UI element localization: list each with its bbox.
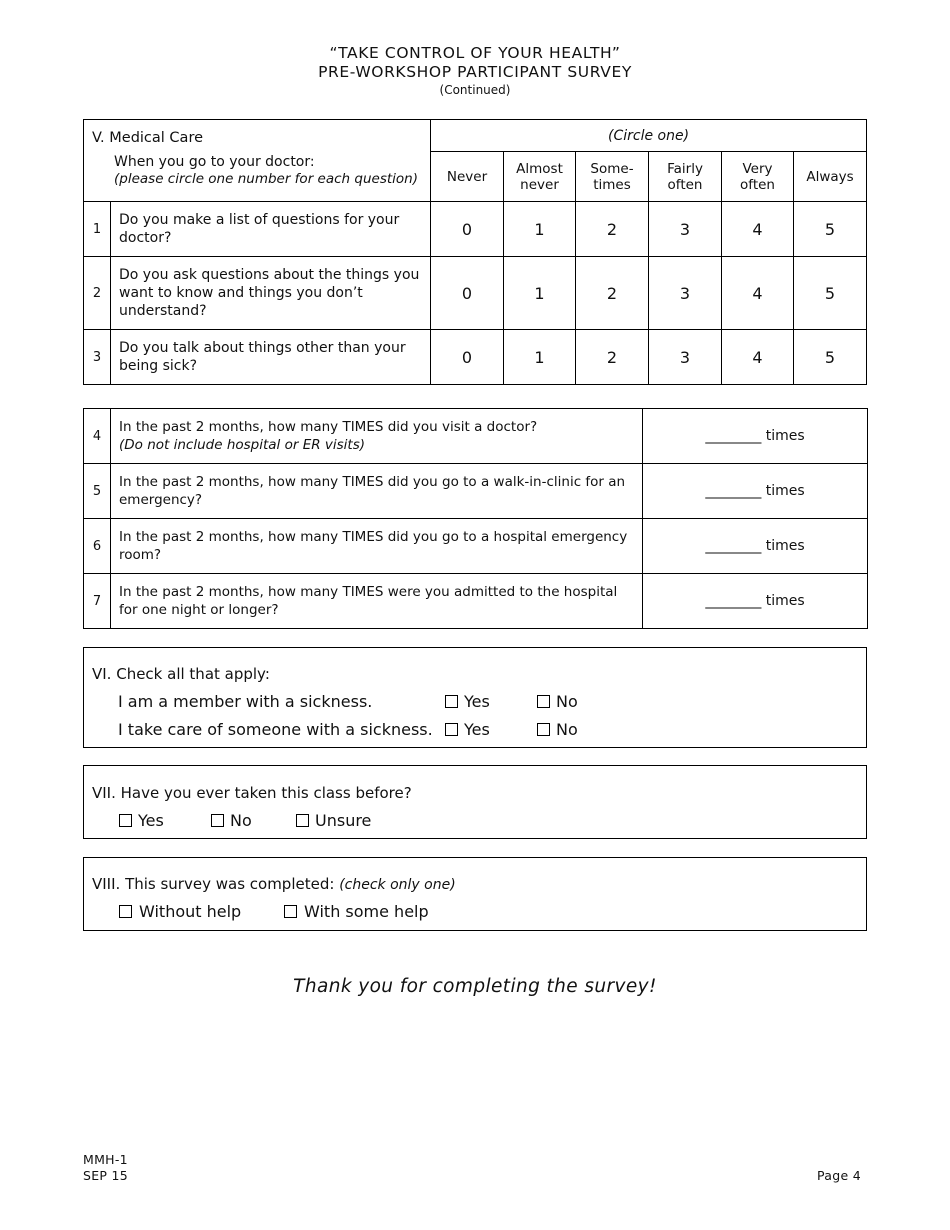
question-text: Do you ask questions about the things you want to know and things you don’t understand? xyxy=(111,257,431,330)
rating-option-2[interactable]: 2 xyxy=(576,202,649,257)
rating-option-5[interactable]: 5 xyxy=(794,202,867,257)
class-before-yes-option[interactable] xyxy=(119,811,164,830)
visit-question-row xyxy=(84,574,868,629)
section-5-heading xyxy=(84,120,431,202)
form-date: SEP 15 xyxy=(83,1168,129,1183)
checkbox-icon[interactable] xyxy=(284,905,297,918)
rating-option-3[interactable]: 3 xyxy=(649,330,722,385)
rating-option-4[interactable]: 4 xyxy=(722,202,794,257)
medical-care-table xyxy=(83,119,867,385)
question-text xyxy=(111,519,643,574)
scale-label-line1: Fairly xyxy=(667,160,703,177)
section-6-item-1-label xyxy=(118,692,372,711)
option-label: Without help xyxy=(139,902,242,921)
scale-header-5 xyxy=(794,152,867,202)
visit-question-main: In the past 2 months, how many TIMES did you go to a walk-in-clinic for an emergency? xyxy=(119,474,626,508)
option-label: No xyxy=(556,720,578,739)
checkbox-icon[interactable] xyxy=(537,723,550,736)
checkbox-icon[interactable] xyxy=(296,814,309,827)
class-before-unsure-option[interactable] xyxy=(296,811,371,830)
checkbox-icon[interactable] xyxy=(537,695,550,708)
question-text xyxy=(111,464,643,519)
page-number: Page 4 xyxy=(817,1168,861,1183)
caregiver-yes-option[interactable] xyxy=(445,720,490,739)
rating-option-0[interactable]: 0 xyxy=(431,257,504,330)
section-5-instruction: (please circle one number for each question) xyxy=(114,171,418,187)
question-number: 2 xyxy=(84,257,111,330)
checkbox-icon[interactable] xyxy=(445,723,458,736)
question-text xyxy=(111,409,643,464)
scale-header-2 xyxy=(576,152,649,202)
rating-option-1[interactable]: 1 xyxy=(504,257,576,330)
times-answer-field[interactable]: ________ times xyxy=(643,574,868,629)
title-line-2: PRE-WORKSHOP PARTICIPANT SURVEY xyxy=(318,63,632,81)
title-line-1: “TAKE CONTROL OF YOUR HEALTH” xyxy=(329,44,621,62)
section-5-subtitle xyxy=(92,154,422,188)
scale-label-line1: Never xyxy=(446,168,488,185)
rating-option-0[interactable]: 0 xyxy=(431,202,504,257)
times-answer-field[interactable]: ________ times xyxy=(643,409,868,464)
rating-option-3[interactable]: 3 xyxy=(649,202,722,257)
rating-option-5[interactable]: 5 xyxy=(794,330,867,385)
rating-option-0[interactable]: 0 xyxy=(431,330,504,385)
scale-header-3 xyxy=(649,152,722,202)
rating-option-2[interactable]: 2 xyxy=(576,257,649,330)
caregiver-text: I take care of someone with a sickness. xyxy=(118,720,433,739)
question-number: 1 xyxy=(84,202,111,257)
section-6-title: VI. Check all that apply: xyxy=(92,665,270,683)
rating-option-5[interactable]: 5 xyxy=(794,257,867,330)
option-label: Unsure xyxy=(315,811,372,830)
checkbox-icon[interactable] xyxy=(445,695,458,708)
member-with-sickness-text: I am a member with a sickness. xyxy=(118,692,373,711)
option-label: No xyxy=(230,811,252,830)
option-label: Yes xyxy=(464,692,490,711)
scale-label-line2: often xyxy=(740,176,775,193)
question-row xyxy=(84,202,867,257)
section-7-box xyxy=(83,765,867,839)
question-text: Do you talk about things other than your being sick? xyxy=(111,330,431,385)
section-6-item-2-label xyxy=(118,720,433,739)
continued-label: (Continued) xyxy=(439,83,511,97)
option-label: Yes xyxy=(138,811,164,830)
question-row xyxy=(84,257,867,330)
member-yes-option[interactable] xyxy=(445,692,490,711)
section-8-title-text: VIII. This survey was completed: xyxy=(92,875,335,893)
scale-header-4 xyxy=(722,152,794,202)
question-number: 4 xyxy=(84,409,111,464)
visit-question-note: (Do not include hospital or ER visits) xyxy=(119,437,366,453)
checkbox-icon[interactable] xyxy=(119,814,132,827)
question-number: 6 xyxy=(84,519,111,574)
class-before-no-option[interactable] xyxy=(211,811,252,830)
scale-label-line1: Very xyxy=(742,160,773,177)
question-text xyxy=(111,574,643,629)
question-number: 3 xyxy=(84,330,111,385)
without-help-option[interactable] xyxy=(119,902,241,921)
times-answer-field[interactable]: ________ times xyxy=(643,464,868,519)
section-6-box xyxy=(83,647,867,748)
question-number: 7 xyxy=(84,574,111,629)
section-8-box xyxy=(83,857,867,931)
caregiver-no-option[interactable] xyxy=(537,720,578,739)
section-5-title: V. Medical Care xyxy=(92,130,204,146)
rating-option-2[interactable]: 2 xyxy=(576,330,649,385)
circle-one-header: (Circle one) xyxy=(431,120,867,152)
scale-label-line2: times xyxy=(593,176,631,193)
visit-question-main: In the past 2 months, how many TIMES did you go to a hospital emergency room? xyxy=(119,529,628,563)
member-no-option[interactable] xyxy=(537,692,578,711)
visit-question-row xyxy=(84,519,868,574)
form-id: MMH-1 xyxy=(83,1152,128,1167)
question-row xyxy=(84,330,867,385)
checkbox-icon[interactable] xyxy=(119,905,132,918)
visit-question-main: In the past 2 months, how many TIMES did you visit a doctor? xyxy=(119,419,538,435)
option-label: No xyxy=(556,692,578,711)
option-label: Yes xyxy=(464,720,490,739)
section-5-subtitle-text: When you go to your doctor: xyxy=(114,154,315,170)
visit-question-row xyxy=(84,409,868,464)
thank-you-message: Thank you for completing the survey! xyxy=(293,976,657,997)
section-8-title xyxy=(92,875,456,893)
visit-question-row xyxy=(84,464,868,519)
scale-header-1 xyxy=(504,152,576,202)
scale-label-line1: Always xyxy=(806,168,854,185)
times-answer-field[interactable]: ________ times xyxy=(643,519,868,574)
rating-option-3[interactable]: 3 xyxy=(649,257,722,330)
rating-option-4[interactable]: 4 xyxy=(722,330,794,385)
visit-question-main: In the past 2 months, how many TIMES were you admitted to the hospital for one night or longer? xyxy=(119,584,618,618)
with-some-help-option[interactable] xyxy=(284,902,429,921)
question-text: Do you make a list of questions for your doctor? xyxy=(111,202,431,257)
visits-table xyxy=(83,408,868,629)
scale-label-line2: often xyxy=(667,176,703,193)
question-number: 5 xyxy=(84,464,111,519)
scale-label-line1: Almost xyxy=(516,160,563,177)
rating-option-4[interactable]: 4 xyxy=(722,257,794,330)
section-8-title-note: (check only one) xyxy=(339,877,456,893)
document-header xyxy=(0,44,950,98)
section-7-title: VII. Have you ever taken this class before? xyxy=(92,784,412,802)
scale-header-0 xyxy=(431,152,504,202)
option-label: With some help xyxy=(304,902,429,921)
rating-option-1[interactable]: 1 xyxy=(504,202,576,257)
checkbox-icon[interactable] xyxy=(211,814,224,827)
rating-option-1[interactable]: 1 xyxy=(504,330,576,385)
scale-label-line2: never xyxy=(520,176,559,193)
footer-form-info xyxy=(83,1152,128,1184)
scale-label-line1: Some- xyxy=(590,160,634,177)
